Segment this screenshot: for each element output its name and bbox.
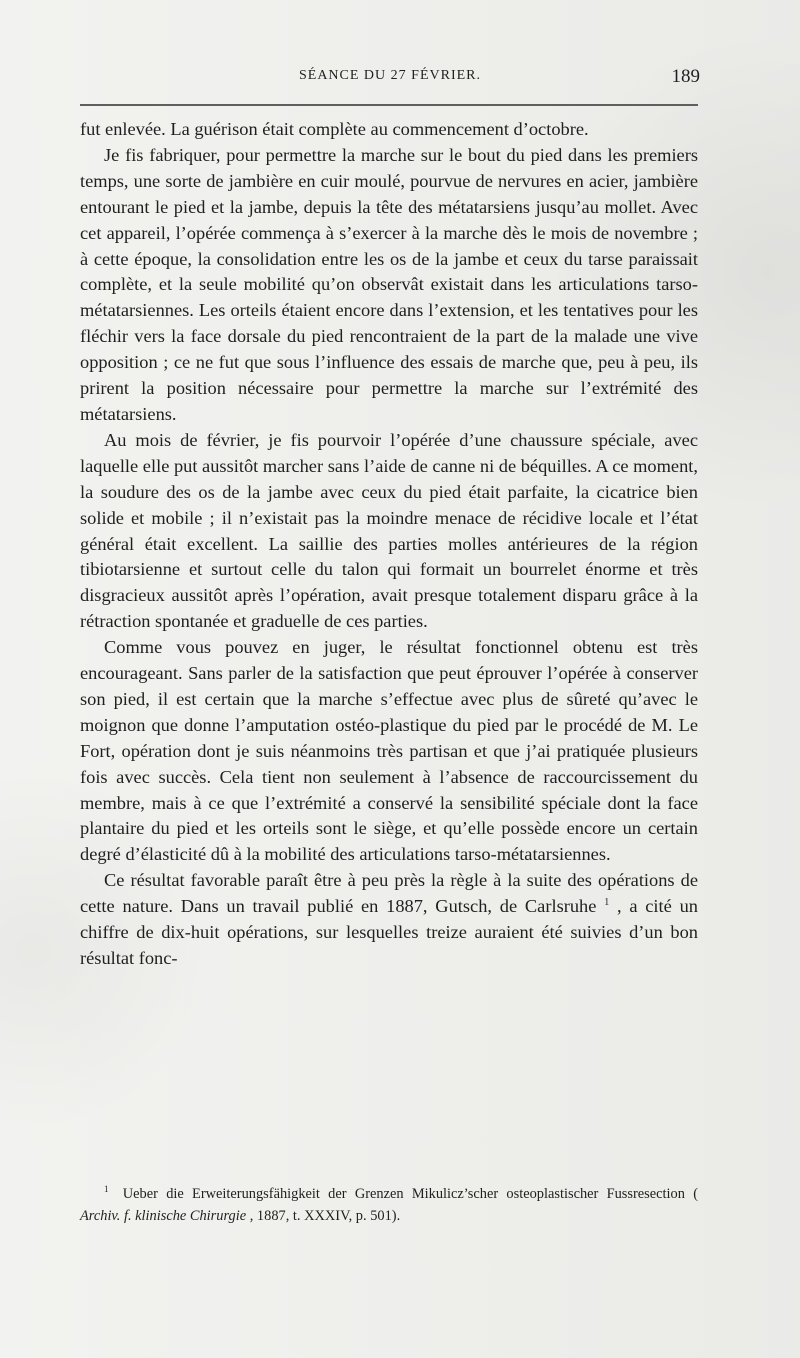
- footnote-marker: 1: [104, 1184, 109, 1195]
- paragraph-5-text-before: Ce résultat favorable paraît être à peu près la règle à la suite des opérations de cette nature. Dans un travail publié en 1887, Gutsch, de Carlsruhe: [80, 870, 698, 917]
- paragraph-3: Au mois de février, je fis pourvoir l’opérée d’une chaussure spéciale, avec laquelle elle put aussitôt marcher sans l’aide de canne ni de béquilles. A ce moment, la soudure des os de la jambe avec ceux du pied était parfaite, la cicatrice bien solide et mobile ; il n’existait pas la moindre menace de récidive locale et l’état général était excellent. La saillie des parties molles antérieures de la région tibiotarsienne et surtout celle du talon qui formait un bourrelet énorme et très disgracieux aussitôt après l’opération, avait presque totalement disparu grâce à la rétraction spontanée et graduelle de ces parties.: [80, 429, 698, 632]
- paragraph-1: fut enlevée. La guérison était complète au commencement d’octobre.: [80, 119, 589, 139]
- footnote-journal: Archiv. f. klinische Chirurgie: [80, 1208, 247, 1224]
- page-header: [80, 68, 700, 94]
- paragraph-4: Comme vous pouvez en juger, le résultat fonctionnel obtenu est très encourageant. Sans parler de la satisfaction que peut éprouver l’opérée à conserver son pied, il est certain que la marche s’effectue avec plus de sûreté qu’avec le moignon que donne l’amputation ostéo-plastique du pied par le procédé de M. Le Fort, opération dont je suis néanmoins très partisan et que j’ai pratiquée plusieurs fois avec succès. Cela tient non seulement à l’absence de raccourcissement du membre, mais à ce que l’extrémité a conservé la sensibilité spéciale dont la face plantaire du pied et les orteils sont le siège, et qu’elle possède encore un certain degré d’élasticité dû à la mobilité des articulations tarso-métatarsiennes.: [80, 637, 698, 865]
- body-text: [80, 117, 698, 972]
- page-number: 189: [671, 66, 700, 87]
- footnote-reference: 1: [604, 897, 610, 909]
- footnote-text-after: , 1887, t. XXXIV, p. 501).: [249, 1208, 401, 1224]
- running-title: SÉANCE DU 27 FÉVRIER.: [298, 68, 481, 83]
- header-rule: [80, 104, 698, 106]
- footnote-text-before: Ueber die Erweiterungsfähigkeit der Grenzen Mikulicz’scher osteoplastischer Fussresection (: [122, 1186, 698, 1202]
- paragraph-5-text-after: , a cité un chiffre de dix-huit opérations, sur lesquelles treize auraient été suivies d’un bon résultat fonc-: [80, 896, 698, 968]
- paragraph-5: [80, 868, 698, 972]
- footnote: [80, 1183, 698, 1227]
- paragraph-2: Je fis fabriquer, pour permettre la marche sur le bout du pied dans les premiers temps, une sorte de jambière en cuir moulé, pourvue de nervures en acier, jambière entourant le pied et la jambe, depuis la tête des métatarsiens jusqu’au mollet. Avec cet appareil, l’opérée commença à s’exercer à la marche dès le mois de novembre ; à cette époque, la consolidation entre les os de la jambe et ceux du tarse paraissait complète, et la seule mobilité qu’on observât existait dans les articulations tarso-métatarsiennes. Les orteils étaient encore dans l’extension, et les tentatives pour les fléchir vers la face dorsale du pied rencontraient de la part de la malade une vive opposition ; ce ne fut que sous l’influence des essais de marche que, peu à peu, ils prirent la position nécessaire pour permettre la marche sur l’extrémité des métatarsiens.: [80, 144, 698, 424]
